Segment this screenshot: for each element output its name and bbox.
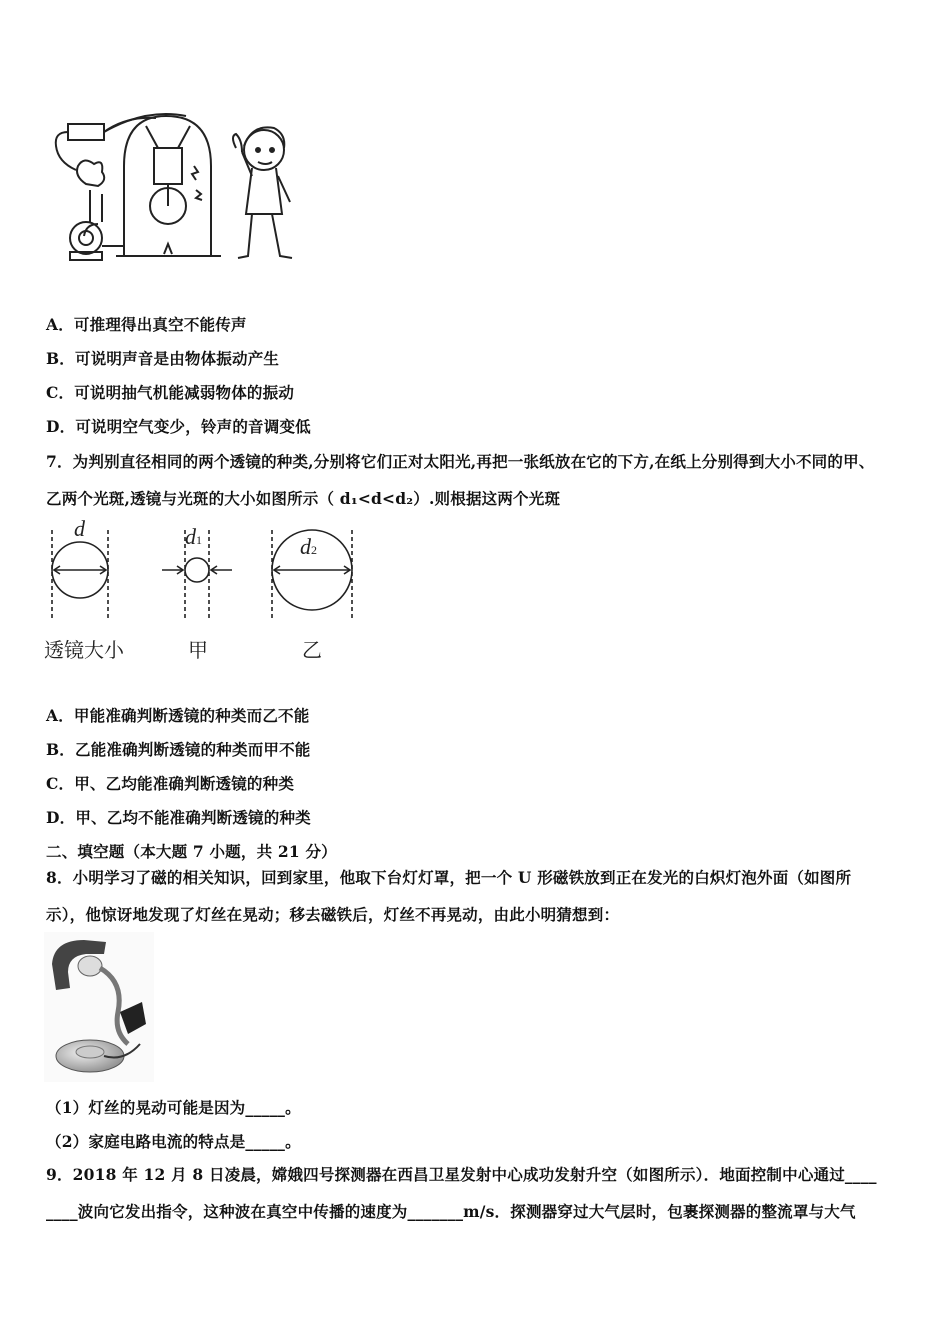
q6-option-b: B．可说明声音是由物体振动产生 xyxy=(46,349,280,368)
q9-stem-line1: 9．2018 年 12 月 8 日凌晨，嫦娥四号探测器在西昌卫星发射中心成功发射升空（如图所示）．地面控制中心通过____ xyxy=(46,1165,877,1184)
q7-option-d: D．甲、乙均不能准确判断透镜的种类 xyxy=(46,808,311,827)
label-yi: 乙 xyxy=(302,638,322,662)
q6-option-c: C．可说明抽气机能减弱物体的振动 xyxy=(46,383,295,402)
lens-spot-figure xyxy=(40,520,370,620)
label-jia: 甲 xyxy=(188,638,208,662)
symbol-d2: d2 xyxy=(300,534,317,559)
symbol-d1: d1 xyxy=(185,524,202,549)
q7-option-b: B．乙能准确判断透镜的种类而甲不能 xyxy=(46,740,311,759)
desk-lamp-magnet-figure xyxy=(44,932,154,1082)
q7-option-a: A．甲能准确判断透镜的种类而乙不能 xyxy=(46,706,310,725)
bell-jar-experiment-figure xyxy=(46,106,306,266)
q9-stem-line2: ____波向它发出指令，这种波在真空中传播的速度为_______m/s．探测器穿过大气层时，包裹探测器的整流罩与大气 xyxy=(46,1202,856,1221)
q7-stem-line2: 乙两个光斑,透镜与光斑的大小如图所示（ d₁<d<d₂）.则根据这两个光斑 xyxy=(46,489,561,508)
q6-option-a: A．可推理得出真空不能传声 xyxy=(46,315,247,334)
q8-stem-line1: 8．小明学习了磁的相关知识，回到家里，他取下台灯灯罩，把一个 U 形磁铁放到正在发光的白炽灯泡外面（如图所 xyxy=(46,868,852,887)
q6-option-d: D．可说明空气变少，铃声的音调变低 xyxy=(46,417,311,436)
q7-option-c: C．甲、乙均能准确判断透镜的种类 xyxy=(46,774,295,793)
label-lens-size: 透镜大小 xyxy=(44,638,124,662)
q8-sub2: （2）家庭电路电流的特点是_____。 xyxy=(46,1132,301,1151)
section-title: 二、填空题（本大题 7 小题，共 21 分） xyxy=(46,842,337,861)
symbol-d: d xyxy=(74,516,85,541)
q8-stem-line2: 示），他惊讶地发现了灯丝在晃动；移去磁铁后，灯丝不再晃动，由此小明猜想到： xyxy=(46,905,620,924)
q8-sub1: （1）灯丝的晃动可能是因为_____。 xyxy=(46,1098,301,1117)
q7-stem-line1: 7．为判别直径相同的两个透镜的种类,分别将它们正对太阳光,再把一张纸放在它的下方,在纸上分别得到大小不同的甲、 xyxy=(46,452,875,471)
